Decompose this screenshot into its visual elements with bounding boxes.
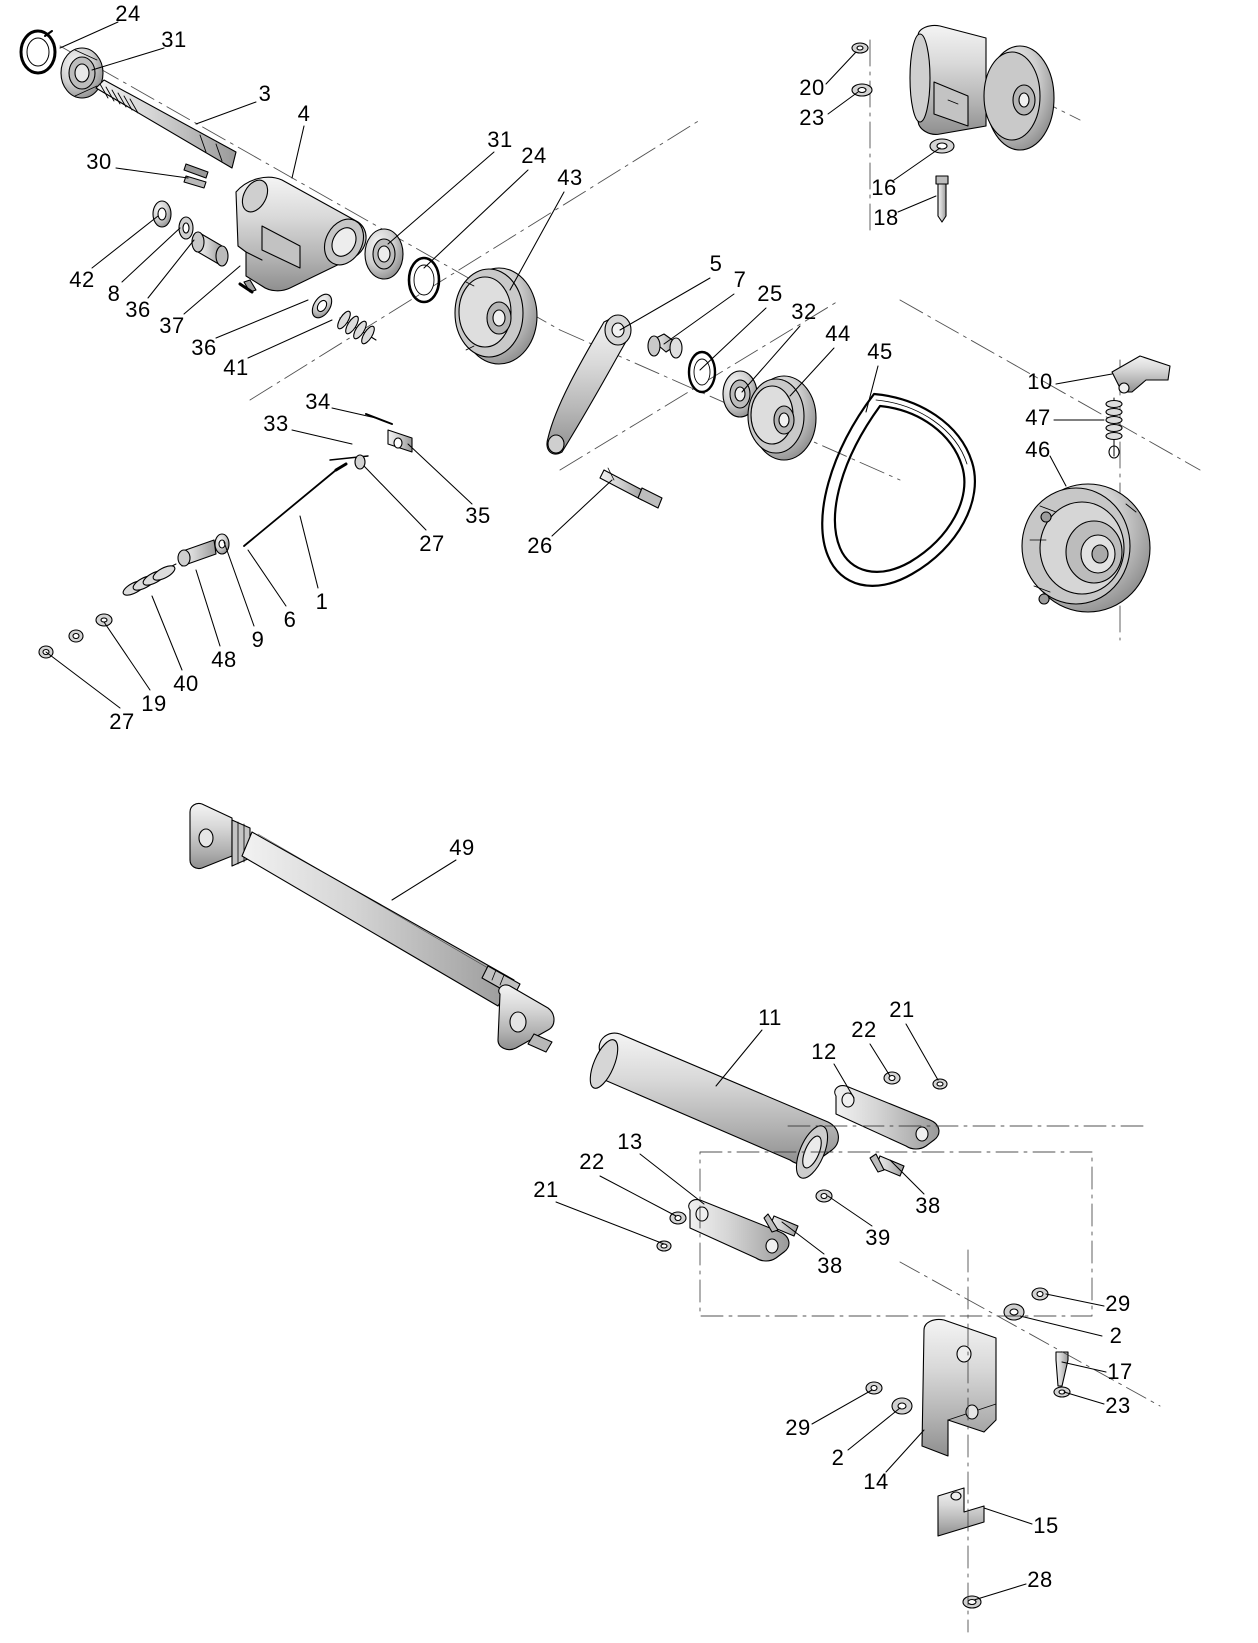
- callout-number: 44: [825, 321, 851, 346]
- callout-number: 36: [191, 335, 217, 360]
- callout-number: 3: [258, 81, 272, 106]
- callout-number: 46: [1025, 437, 1051, 462]
- callout-number: 38: [817, 1253, 843, 1278]
- callout-number: 26: [527, 533, 553, 558]
- callout-number: 1: [315, 589, 329, 614]
- callout-number: 43: [557, 165, 583, 190]
- callout-number: 14: [863, 1469, 889, 1494]
- callout-number: 10: [1027, 369, 1053, 394]
- callout-number: 19: [141, 691, 167, 716]
- callout-number: 31: [487, 127, 513, 152]
- callout-number: 18: [873, 205, 899, 230]
- callout-number: 8: [107, 281, 121, 306]
- callout-number: 29: [1105, 1291, 1131, 1316]
- callout-number: 27: [109, 709, 135, 734]
- callout-number: 37: [159, 313, 185, 338]
- callout-number: 33: [263, 411, 289, 436]
- callout-number: 28: [1027, 1567, 1053, 1592]
- callout-number: 39: [865, 1225, 891, 1250]
- callout-number: 16: [871, 175, 897, 200]
- callout-number: 21: [889, 997, 915, 1022]
- callout-number: 48: [211, 647, 237, 672]
- callout-number: 20: [799, 75, 825, 100]
- callout-number: 17: [1107, 1359, 1133, 1384]
- callout-number: 22: [579, 1149, 605, 1174]
- callout-number: 24: [115, 1, 141, 26]
- callout-number: 13: [617, 1129, 643, 1154]
- callout-number: 22: [851, 1017, 877, 1042]
- callout-number: 21: [533, 1177, 559, 1202]
- callout-number: 5: [709, 251, 723, 276]
- callout-number: 27: [419, 531, 445, 556]
- callout-number: 11: [758, 1005, 782, 1030]
- callout-number: 47: [1025, 405, 1051, 430]
- callout-number: 12: [811, 1039, 837, 1064]
- callout-number: 35: [465, 503, 491, 528]
- callout-number: 30: [86, 149, 112, 174]
- callout-number: 24: [521, 143, 547, 168]
- callout-number: 34: [305, 389, 331, 414]
- callout-number: 6: [283, 607, 297, 632]
- callout-number: 31: [161, 27, 187, 52]
- callout-number: 25: [757, 281, 783, 306]
- callout-number: 23: [1105, 1393, 1131, 1418]
- callout-number: 2: [831, 1445, 845, 1470]
- callout-number: 32: [791, 299, 817, 324]
- callout-number: 9: [251, 627, 265, 652]
- callout-number: 29: [785, 1415, 811, 1440]
- callout-number: 49: [449, 835, 475, 860]
- callout-number: 7: [733, 267, 747, 292]
- callout-number: 42: [69, 267, 95, 292]
- callout-number: 15: [1033, 1513, 1059, 1538]
- callout-number: 41: [223, 355, 249, 380]
- callout-number: 36: [125, 297, 151, 322]
- callout-number: 4: [297, 101, 311, 126]
- callout-number: 45: [867, 339, 893, 364]
- callout-number: 23: [799, 105, 825, 130]
- callout-number: 38: [915, 1193, 941, 1218]
- callout-number: 2: [1109, 1323, 1123, 1348]
- callout-number: 40: [173, 671, 199, 696]
